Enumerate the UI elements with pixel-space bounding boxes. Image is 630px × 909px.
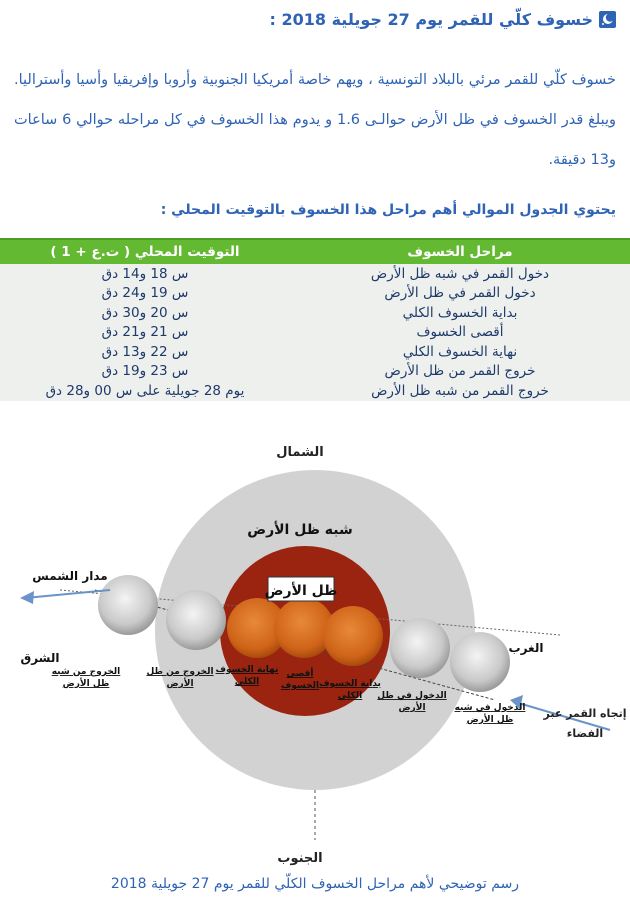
- phase-cell: دخول القمر في ظل الأرض: [290, 284, 630, 304]
- phase-cell: نهاية الخسوف الكلي: [290, 342, 630, 362]
- ecliptic-label: مدار الشمس: [32, 569, 108, 583]
- column-header-phase: مراحل الخسوف: [290, 239, 630, 264]
- time-cell: س 19 و24 دق: [0, 284, 290, 304]
- table-row: [0, 362, 630, 382]
- eclipse-phases-table: [0, 238, 630, 401]
- label-end-total-2: الكلي: [234, 677, 260, 687]
- moon-enter-umbra: [390, 618, 450, 678]
- time-cell: يوم 28 جويلية على س 00 و28 دق: [0, 381, 290, 401]
- label-enter-umbra-2: الأرض: [398, 703, 426, 713]
- moon-start-total: [323, 606, 383, 666]
- time-cell: س 20 و30 دق: [0, 303, 290, 323]
- label-start-total-1: بداية الخسوف: [319, 679, 381, 689]
- column-header-time: التوقيت المحلي ( ت.ع + 1 ): [0, 239, 290, 264]
- moon-exit-umbra: [166, 590, 226, 650]
- time-cell: س 22 و13 دق: [0, 342, 290, 362]
- east-label: الشرق: [20, 651, 60, 665]
- diagram-caption: رسم توضيحي لأهم مراحل الخسوف الكلّي للقمر يوم 27 جويلية 2018: [110, 876, 520, 892]
- label-max-2: الخسوف: [280, 681, 320, 691]
- label-max-1: أقصى: [286, 669, 314, 679]
- phase-cell: خروج القمر من ظل الأرض: [290, 362, 630, 382]
- table-header-row: [0, 239, 630, 264]
- table-row: [0, 284, 630, 304]
- label-exit-penumbra-1: الخروج من شبه: [51, 667, 121, 677]
- label-start-total-2: الكلي: [337, 691, 363, 701]
- table-row: [0, 342, 630, 362]
- title-text: خسوف كلّي للقمر يوم 27 جويلية 2018 :: [269, 9, 593, 29]
- label-exit-penumbra-2: ظل الأرض: [62, 679, 110, 689]
- phase-cell: بداية الخسوف الكلي: [290, 303, 630, 323]
- ecliptic-arrowhead: [20, 591, 34, 604]
- moon-exit-penumbra: [98, 575, 158, 635]
- label-exit-umbra-1: الخروج من ظل: [146, 667, 214, 677]
- label-end-total-1: نهاية الخسوف: [215, 665, 279, 675]
- north-label: الشمال: [276, 445, 324, 460]
- label-enter-penumbra-1: الدخول في شبه: [454, 703, 526, 713]
- phase-cell: دخول القمر في شبه ظل الأرض: [290, 264, 630, 284]
- time-cell: س 21 و21 دق: [0, 323, 290, 343]
- phase-cell: خروج القمر من شبه ظل الأرض: [290, 381, 630, 401]
- article-paragraph: خسوف كلّي للقمر مرئي بالبلاد التونسية ، ويهم خاصة أمريكيا الجنوبية وأروبا وإفريقيا وأسيا وأستراليا. ويبلغ قدر الخسوف في ظل الأرض حوالـى 1.6 و يدوم هذا الخسوف في كل مراحله حوالي 6 ساعات و13 دقيقة.: [14, 72, 616, 168]
- ecliptic-arrow: [25, 590, 110, 598]
- umbra-label: ظل الأرض: [264, 583, 338, 599]
- article-title: [14, 6, 616, 32]
- label-enter-umbra-1: الدخول في ظل: [377, 691, 447, 701]
- label-enter-penumbra-2: ظل الأرض: [466, 715, 514, 725]
- moon-icon: [599, 11, 616, 28]
- time-cell: س 18 و14 دق: [0, 264, 290, 284]
- moon-direction-label-1: إتجاه القمر عبر: [543, 707, 627, 720]
- moon-enter-penumbra: [450, 632, 510, 692]
- eclipse-diagram: [0, 430, 630, 870]
- penumbra-label: شبه ظل الأرض: [247, 522, 353, 538]
- time-cell: س 23 و19 دق: [0, 362, 290, 382]
- table-row: [0, 303, 630, 323]
- table-row: [0, 323, 630, 343]
- table-row: [0, 381, 630, 401]
- phase-cell: أقصى الخسوف: [290, 323, 630, 343]
- west-label: الغرب: [508, 641, 544, 655]
- table-intro: يحتوي الجدول الموالي أهم مراحل هذا الخسوف بالتوقيت المحلي :: [160, 202, 616, 218]
- south-label: الجنوب: [277, 851, 323, 866]
- label-exit-umbra-2: الأرض: [166, 679, 194, 689]
- table-row: [0, 264, 630, 284]
- moon-direction-label-2: الفضاء: [566, 727, 604, 740]
